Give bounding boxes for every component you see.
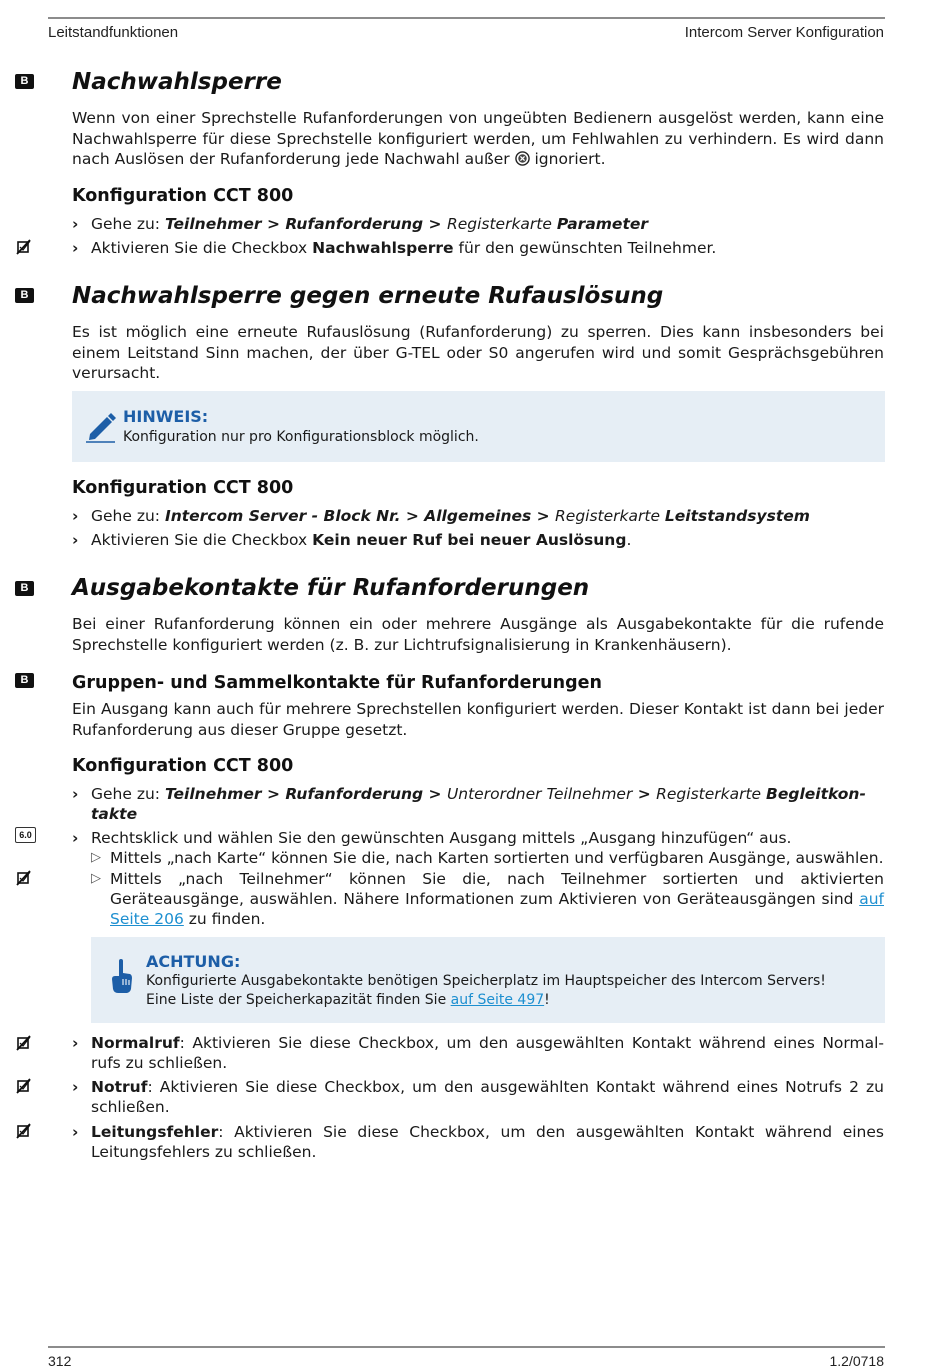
option-name: Normalruf [91, 1034, 180, 1052]
step-text: Registerkarte [656, 785, 767, 803]
warning-text: ! [544, 992, 550, 1008]
pointing-hand-icon [111, 959, 133, 995]
path-separator: > [632, 785, 657, 803]
option-text: : Aktivieren Sie diese Checkbox, um den ausgewählten Kontakt während eines Normal-rufs zu schließen. [91, 1034, 884, 1072]
warning-text: Eine Liste der Speicherkapazität finden Sie [146, 992, 451, 1008]
step-text: für den gewünschten Teilnehmer. [453, 239, 717, 257]
menu-path: Intercom Server - Block Nr. > Allgemeines > [164, 507, 556, 525]
config-heading: Konfiguration CCT 800 [72, 756, 294, 776]
header-right: Intercom Server Konfiguration [684, 24, 884, 41]
menu-path: Teilnehmer > Rufanforderung > [164, 785, 447, 803]
pencil-icon [85, 409, 117, 443]
sub-heading-gruppenkontakte: Gruppen- und Sammelkontakte für Rufanforderungen [72, 673, 602, 693]
margin-b-badge: B [15, 673, 34, 688]
checkbox-icon [14, 1033, 34, 1053]
tab-name: Leitstandsystem [664, 507, 810, 525]
checkbox-name: Nachwahlsperre [312, 239, 454, 257]
checkbox-icon [14, 237, 34, 257]
section2-body: Es ist möglich eine erneute Rufauslösung (Rufanforderung) zu sperren. Dies kann insbesonders bei einem Leitstand Sinn machen, der über G-TEL oder S0 angerufen wird und somit Gesprächsgebühren verursacht. [72, 323, 884, 382]
warning-box [91, 937, 885, 1023]
config-heading: Konfiguration CCT 800 [72, 186, 294, 206]
chevron-right-icon: › [72, 829, 79, 847]
option-name: Leitungsfehler [91, 1123, 219, 1141]
menu-path: Teilnehmer > Rufanforderung > [164, 215, 447, 233]
header-left: Leitstandfunktionen [48, 24, 179, 41]
page-link[interactable]: auf Seite 497 [450, 992, 545, 1008]
checkbox-icon [14, 1121, 34, 1141]
step-text: Aktivieren Sie die Checkbox [91, 239, 313, 257]
step-text: Registerkarte [555, 507, 665, 525]
step-text: . [626, 531, 632, 549]
section1-body [72, 108, 884, 170]
chevron-right-icon: › [72, 1078, 79, 1096]
option-text: : Aktivieren Sie diese Checkbox, um den ausgewählten Kontakt während eines Notrufs 2 zu schließen. [91, 1078, 884, 1116]
chevron-right-icon: › [72, 239, 79, 257]
checkbox-icon [14, 1076, 34, 1096]
body-text: ignoriert. [534, 150, 606, 168]
tab-name: takte [91, 805, 138, 823]
option-text: : Aktivieren Sie diese Checkbox, um den ausgewählten Kontakt während eines Leitungsfehlers zu schließen. [91, 1123, 884, 1161]
chevron-right-icon: › [72, 1123, 79, 1141]
chevron-right-icon: › [72, 215, 79, 233]
body-text: Wenn von einer Sprechstelle Rufanforderungen von ungeübten Bedienern ausgelöst werden, kann eine Nachwahlsperre für diese Sprechstelle konfiguriert werden, um Fehlwahlen zu verhindern. Es wird dann nach Auslösen der Rufanforderung jede Nachwahl außer [72, 109, 884, 168]
config-heading: Konfiguration CCT 800 [72, 478, 294, 498]
page-link[interactable]: auf Seite 206 [110, 890, 884, 928]
step-text: Gehe zu: [91, 507, 165, 525]
step-text: Gehe zu: [91, 785, 165, 803]
margin-b-badge: B [15, 288, 34, 303]
note-box [72, 391, 885, 462]
checkbox-name: Kein neuer Ruf bei neuer Auslösung [312, 531, 627, 549]
margin-b-badge: B [15, 581, 34, 596]
warning-line2 [146, 991, 550, 1010]
sub-step-text: zu finden. [183, 910, 266, 928]
step-text: Gehe zu: [91, 215, 165, 233]
folder-name: Unterordner Teilnehmer [446, 785, 633, 803]
sub-body: Ein Ausgang kann auch für mehrere Sprechstellen konfiguriert werden. Dieser Kontakt ist dann bei jeder Rufanforderung aus dieser Gruppe gesetzt. [72, 700, 884, 739]
section-title-nachwahlsperre-rufausloesung: Nachwahlsperre gegen erneute Rufauslösung [72, 283, 664, 309]
step-text: Aktivieren Sie die Checkbox [91, 531, 313, 549]
step-text: Rechtsklick und wählen Sie den gewünschten Ausgang mittels „Ausgang hinzufügen“ aus. [91, 829, 792, 847]
chevron-right-icon: › [72, 1034, 79, 1052]
note-title: HINWEIS: [123, 407, 209, 426]
tab-name: Parameter [556, 215, 649, 233]
chevron-right-icon: › [72, 785, 79, 803]
warning-line1: Konfigurierte Ausgabekontakte benötigen Speicherplatz im Hauptspeicher des Intercom Servers! [146, 973, 826, 989]
option-name: Notruf [91, 1078, 148, 1096]
margin-b-badge: B [15, 74, 34, 89]
page-number: 312 [48, 1353, 72, 1369]
checkbox-icon [14, 868, 34, 888]
chevron-right-icon: › [72, 531, 79, 549]
footer-rule [48, 1346, 885, 1348]
chevron-right-icon: › [72, 507, 79, 525]
chevron-right-outline-icon: ▷ [91, 871, 101, 886]
sub-step-text: Mittels „nach Teilnehmer“ können Sie die, nach Teilnehmer sortierten und aktivierten Geräteausgänge, auswählen. Nähere Informationen zum Aktivieren von Geräteausgängen sind [110, 870, 884, 908]
document-version: 1.2/0718 [829, 1353, 884, 1369]
margin-version-badge: 6.0 [15, 827, 36, 843]
section-title-nachwahlsperre: Nachwahlsperre [72, 69, 282, 95]
tab-name: Begleitkon- [766, 785, 866, 803]
warning-title: ACHTUNG: [146, 952, 241, 971]
sub-step-text: Mittels „nach Karte“ können Sie die, nach Karten sortierten und verfügbaren Ausgänge, auswählen. [110, 849, 884, 867]
chevron-right-outline-icon: ▷ [91, 850, 101, 865]
section3-body: Bei einer Rufanforderung können ein oder mehrere Ausgänge als Ausgabekontakte für die rufende Sprechstelle konfiguriert werden (z. B. zur Lichtrufsignalisierung in Krankenhäusern). [72, 615, 884, 654]
section-title-ausgabekontakte: Ausgabekontakte für Rufanforderungen [72, 575, 590, 601]
cancel-key-icon [515, 151, 530, 166]
note-text: Konfiguration nur pro Konfigurationsblock möglich. [123, 429, 479, 445]
step-text: Registerkarte [446, 215, 557, 233]
header-rule [48, 17, 885, 19]
